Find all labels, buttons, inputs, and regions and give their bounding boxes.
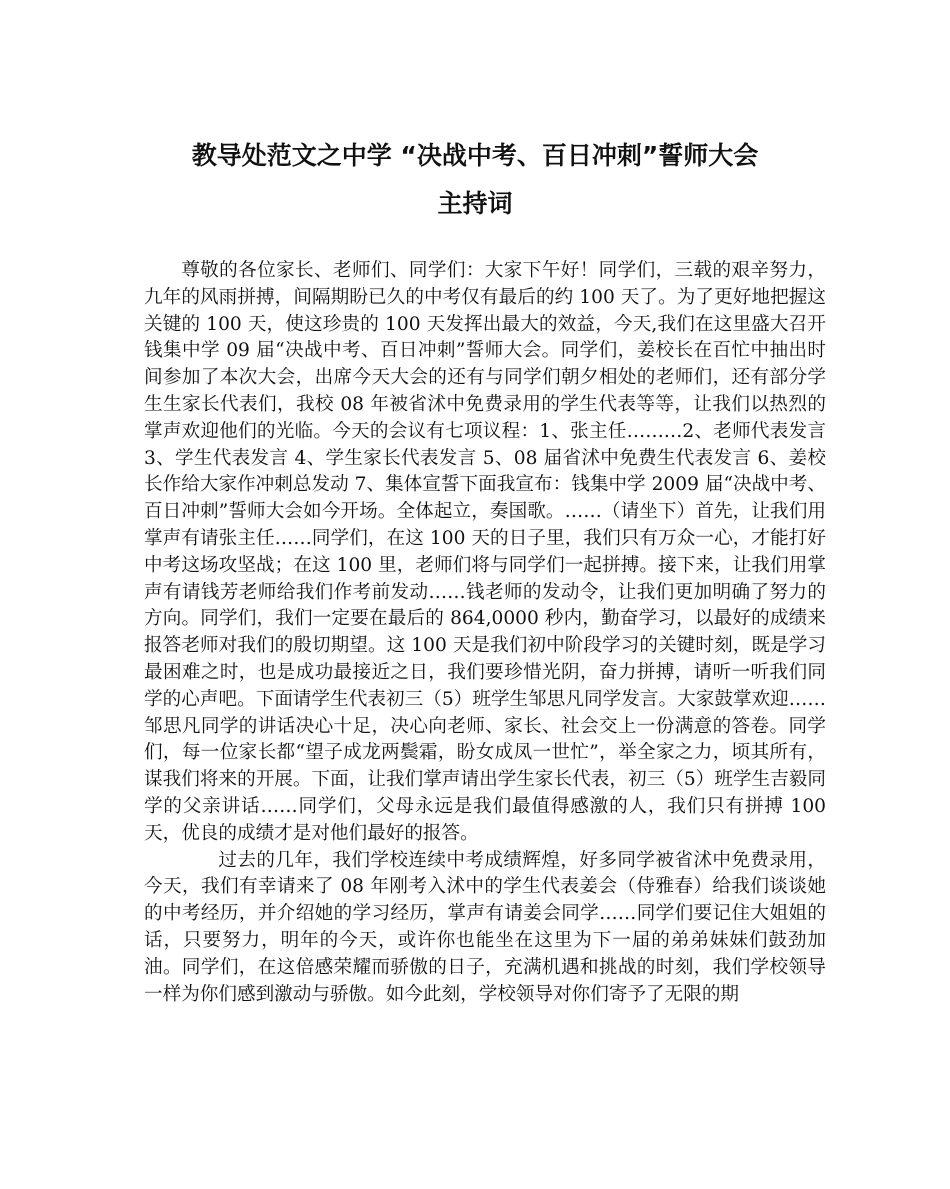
body-paragraph-2: 过去的几年，我们学校连续中考成绩辉煌，好多同学被省沭中免费录用，今天，我们有幸请来了 08 年刚考入沭中的学生代表姜会（侍雅春）给我们谈谈她的中考经历，并介绍她的学习经历，掌声有请姜会同学……同学们要记住大姐姐的话，只要努力，明年的今天，或许你也能坐在这里为下一届的弟弟妹妹们鼓劲加油。同学们，在这倍感荣耀而骄傲的日子，充满机遇和挑战的时刻，我们学校领导一样为你们感到激动与骄傲。如今此刻，学校领导对你们寄予了无限的期 bbox=[144, 849, 826, 1005]
document-body bbox=[144, 258, 826, 1008]
body-paragraph-1: 尊敬的各位家长、老师们、同学们：大家下午好！同学们，三载的艰辛努力，九年的风雨拼搏，间隔期盼已久的中考仅有最后的约 100 天了。为了更好地把握这关键的 100 天，使这珍贵的 100 天发挥出最大的效益，今天,我们在这里盛大召开钱集中学 09 届“决战中考、百日冲刺”誓师大会。同学们，姜校长在百忙中抽出时间参加了本次大会，出席今天大会的还有与同学们朝夕相处的老师们，还有部分学生生家长代表们，我校 08 年被省沭中免费录用的学生代表等等，让我们以热烈的掌声欢迎他们的光临。今天的会议有七项议程：1、张主任………2、老师代表发言 3、学生代表发言 4、学生家长代表发言 5、08 届省沭中免费生代表发言 6、姜校长作给大家作冲刺总发动 7、集体宣誓下面我宣布：钱集中学 2009 届“决战中考、百日冲刺”誓师大会如今开场。全体起立，奏国歌。……（请坐下）首先，让我们用掌声有请张主任……同学们，在这 100 天的日子里，我们只有万众一心，才能打好中考这场攻坚战；在这 100 里，老师们将与同学们一起拼搏。接下来，让我们用掌声有请钱芳老师给我们作考前发动……钱老师的发动令，让我们更加明确了努力的方向。同学们，我们一定要在最后的 864,0000 秒内，勤奋学习，以最好的成绩来报答老师对我们的殷切期望。这 100 天是我们初中阶段学习的关键时刻，既是学习最困难之时，也是成功最接近之日，我们要珍惜光阴，奋力拼搏，请听一听我们同学的心声吧。下面请学生代表初三（5）班学生邹思凡同学发言。大家鼓掌欢迎……邹思凡同学的讲话决心十足，决心向老师、家长、社会交上一份满意的答卷。同学们，每一位家长都“望子成龙两鬓霜，盼女成凤一世忙”，举全家之力，顷其所有，谋我们将来的开展。下面，让我们掌声请出学生家长代表，初三（5）班学生吉毅同学的父亲讲话……同学们，父母永远是我们最值得感激的人，我们只有拼搏 100 天，优良的成绩才是对他们最好的报答。 bbox=[144, 260, 826, 844]
document-title bbox=[140, 132, 810, 228]
title-line-2: 主持词 bbox=[437, 189, 513, 218]
title-line-1: 教导处范文之中学 “决战中考、百日冲刺”誓师大会 bbox=[191, 141, 759, 170]
